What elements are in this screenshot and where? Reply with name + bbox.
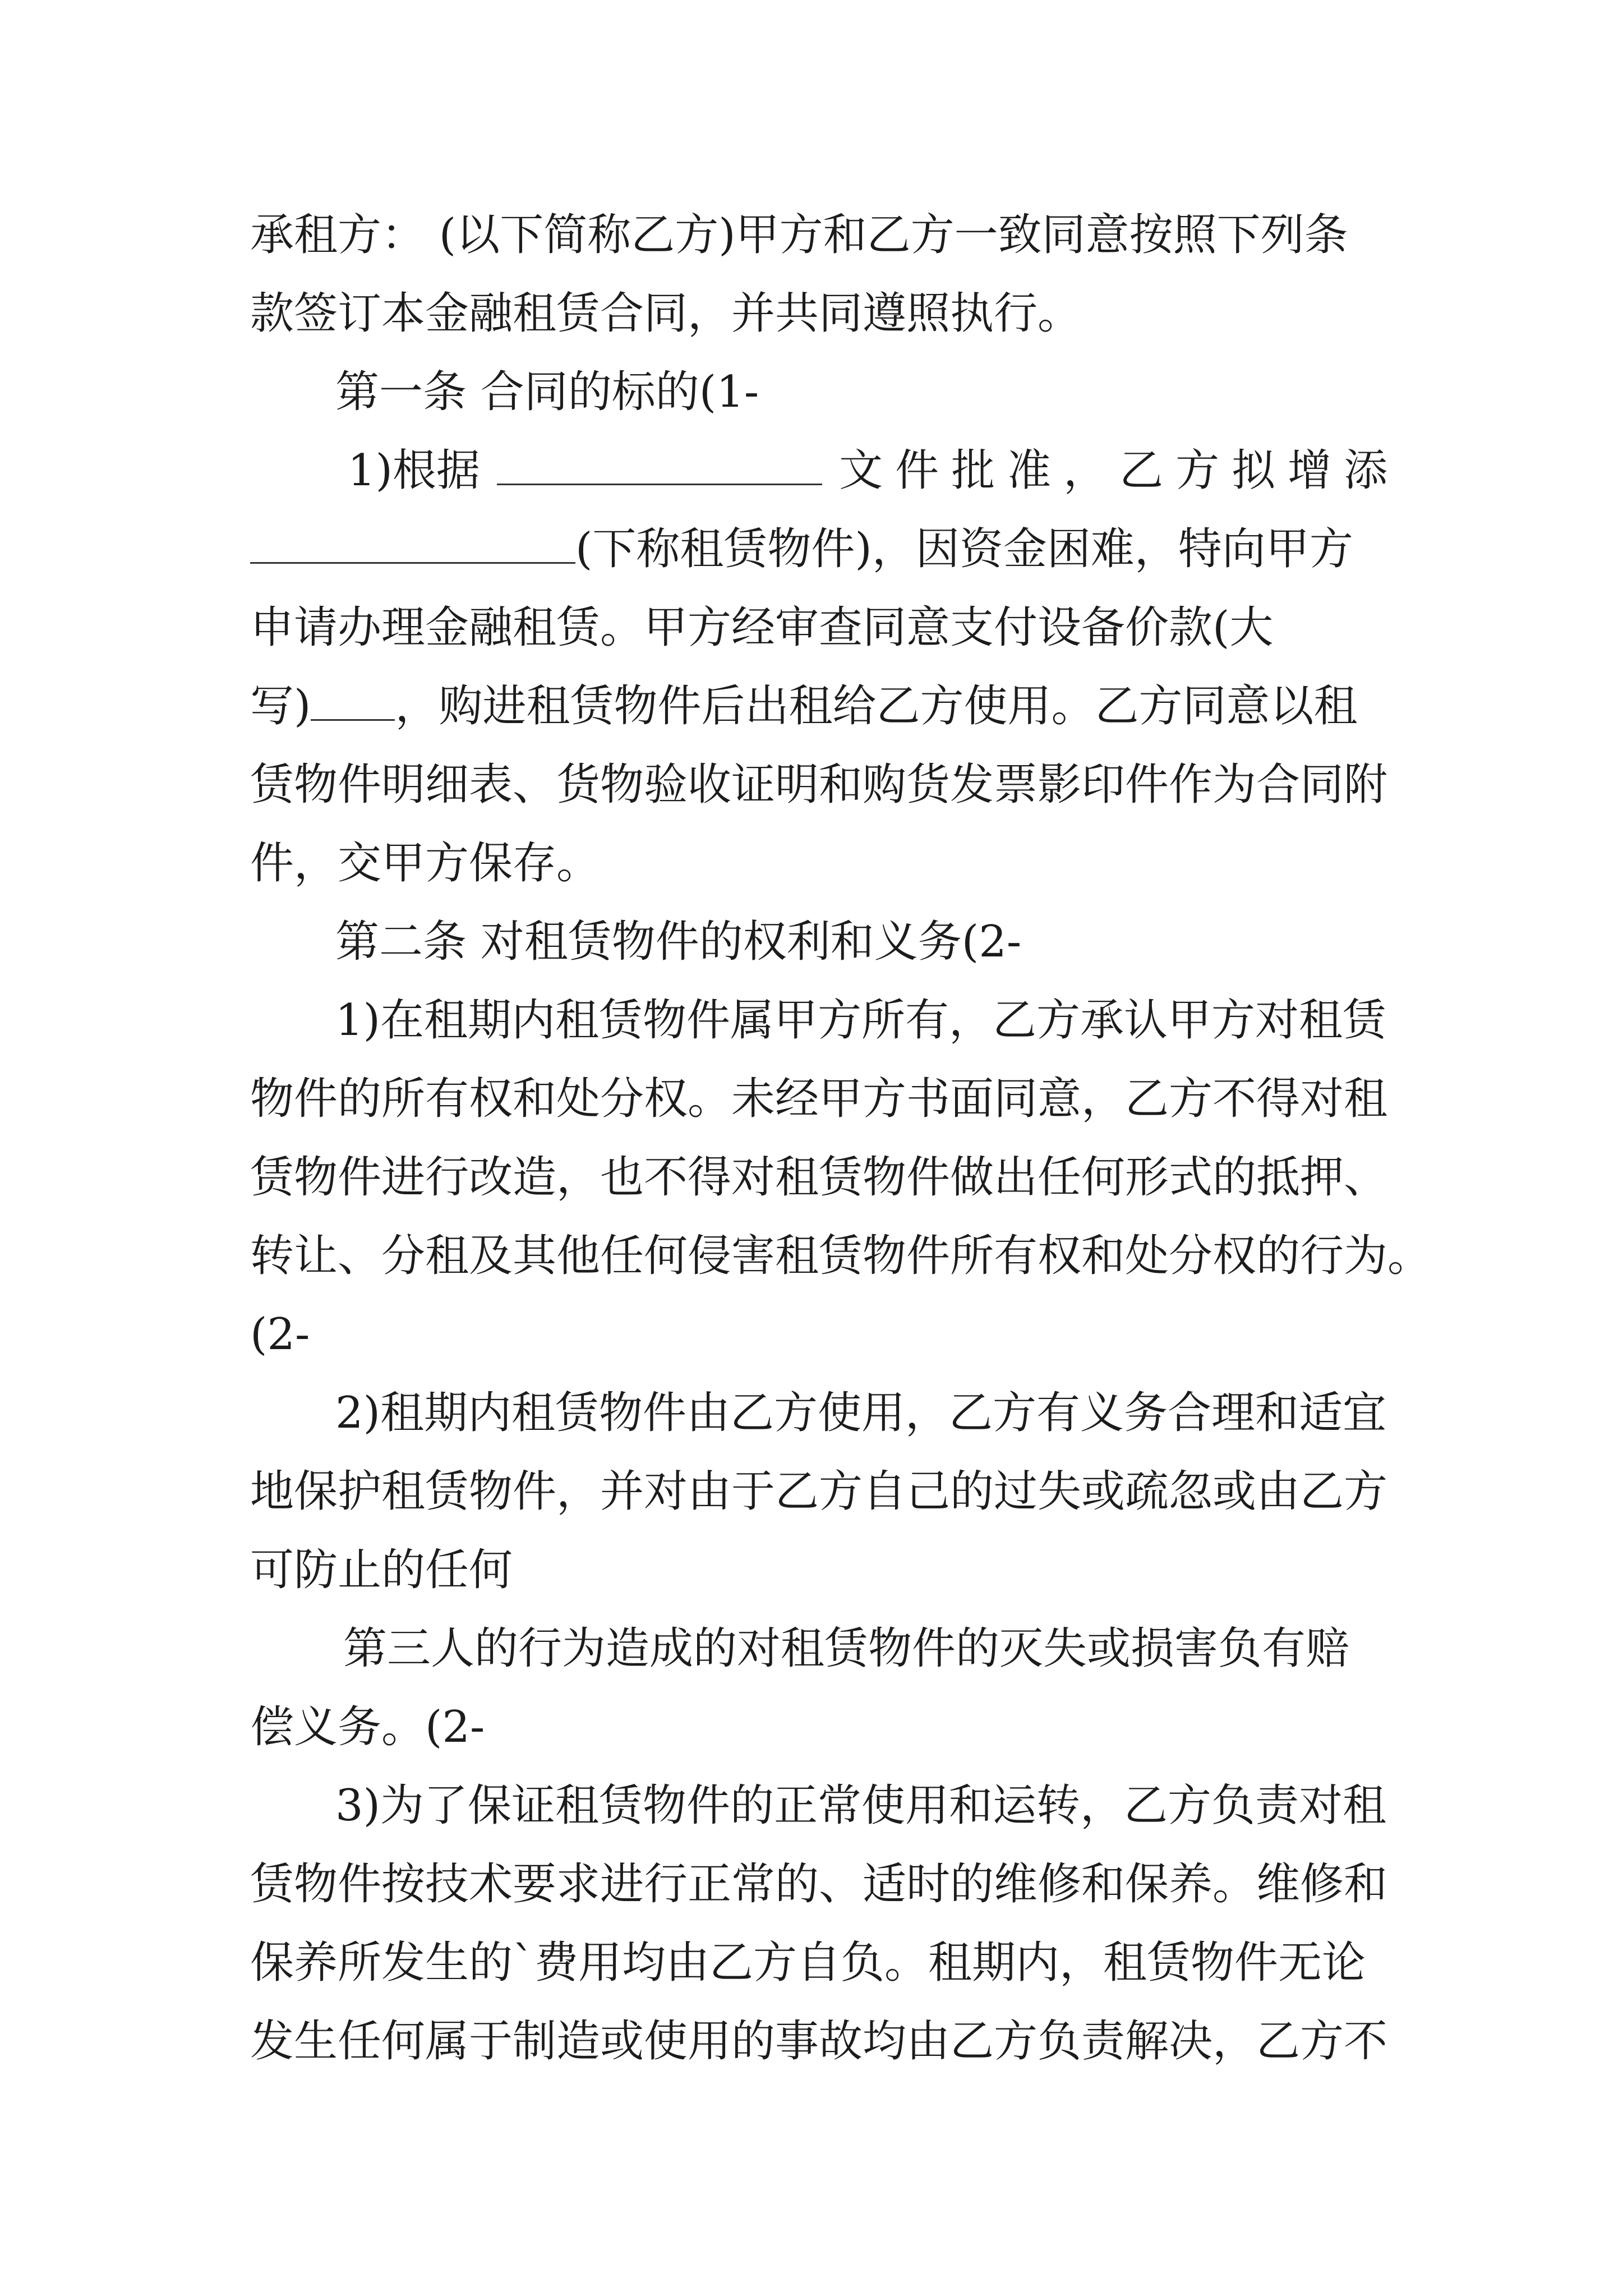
article-heading: 第二条 对租赁物件的权利和义务(2- [335,917,1022,967]
paragraph-line: 转让、分租及其他任何侵害租赁物件所有权和处分权的行为。 [250,1231,1432,1281]
paragraph-line: 写) ，购进租赁物件后出租给乙方使用。乙方同意以租 [250,681,1358,731]
paragraph-line: (下称租赁物件)，因资金困难，特向甲方 [250,518,1353,580]
paragraph-line: 申请办理金融租赁。甲方经审查同意支付设备价款(大 [250,602,1274,653]
fill-in-blank[interactable] [250,528,575,564]
paragraph-line: 3)为了保证租赁物件的正常使用和运转，乙方负责对租 [335,1780,1387,1831]
paragraph-line: 承租方： (以下简称乙方)甲方和乙方一致同意按照下列条 [250,210,1348,260]
paragraph-line: 地保护租赁物件，并对由于乙方自己的过失或疏忽或由乙方 [250,1466,1388,1517]
paragraph-line: 赁物件按技术要求进行正常的、适时的维修和保养。维修和 [250,1859,1388,1910]
paragraph-line: 2)租期内租赁物件由乙方使用，乙方有义务合理和适宜 [335,1388,1387,1438]
paragraph-line: 1)根据 文件批准，乙方拟增添 [348,445,1400,496]
paragraph-line: 赁物件明细表、货物验收证明和购货发票影印件作为合同附 [250,760,1388,810]
paragraph-line: (2- [250,1309,310,1360]
fill-in-blank[interactable] [311,685,395,721]
paragraph-line: 物件的所有权和处分权。未经甲方书面同意，乙方不得对租 [250,1074,1388,1124]
paragraph-line: 1)在租期内租赁物件属甲方所有，乙方承认甲方对租赁 [335,995,1387,1046]
paragraph-line: 件，交甲方保存。 [250,838,601,889]
fill-in-blank[interactable] [497,450,822,485]
article-heading: 第一条 合同的标的(1- [335,367,759,417]
paragraph-line: 赁物件进行改造，也不得对租赁物件做出任何形式的抵押、 [250,1152,1388,1203]
paragraph-line: 可防止的任何 [250,1545,513,1595]
paragraph-line: 发生任何属于制造或使用的事故均由乙方负责解决，乙方不 [250,2016,1388,2067]
paragraph-line: 保养所发生的`费用均由乙方自负。租期内，租赁物件无论 [250,1938,1366,1988]
paragraph-line: 偿义务。(2- [250,1702,485,1752]
paragraph-line: 款签订本金融租赁合同，并共同遵照执行。 [250,288,1082,339]
paragraph-line: 第三人的行为造成的对租赁物件的灭失或损害负有赔 [343,1623,1350,1674]
